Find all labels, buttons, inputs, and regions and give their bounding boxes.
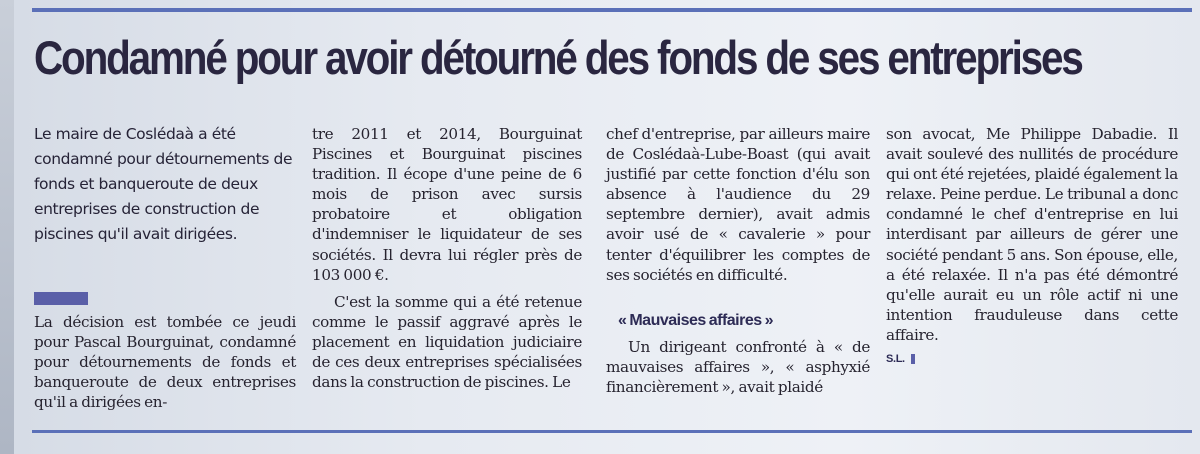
paragraph-2-part-2: chef d'entreprise, par ailleurs maire de Coslédaà-Lube-Boast (qui avait justifié par cette fonction d'élu son absence à l'audience du 29 septembre dernier), avait admis avoir usé de « cavalerie » pour tenter d'équilibrer les comptes de ses sociétés en difficulté.: [606, 125, 870, 284]
article-column-3: [606, 124, 870, 397]
paragraph-1-part-2: tre 2011 et 2014, Bourguinat Piscines et Bourguinat piscines tradition. Il écope d'une peine de 6 mois de prison avec sursis probatoire et obligation d'indemniser le liquidateur de ses sociétés. Il devra lui régler près de 103 000 €.: [312, 125, 582, 284]
signature-text: S.L.: [886, 353, 905, 366]
paragraph-2-part-1: C'est la somme qui a été retenue comme le passif aggravé après le placement en liquidation judiciaire de ces deux entreprises spécialisées dans la construction de piscines. Le: [312, 292, 582, 392]
page-edge: [0, 0, 14, 454]
bottom-rule: [32, 430, 1192, 433]
paragraph-3-part-2: son avocat, Me Philippe Dabadie. Il avait soulevé des nullités de procédure qui ont été rejetées, plaidé également la relaxe. Peine perdue. Le tribunal a donc condamné le chef d'entreprise en lui interdisant par ailleurs de gérer une société pendant 5 ans. Son épouse, elle, a été relaxée. Il n'a pas été démontré qu'elle aurait eu un rôle actif ni une intention frauduleuse dans cette affaire.: [886, 125, 1178, 344]
accent-bar: [34, 292, 88, 305]
headline: Condamné pour avoir détourné des fonds de ses entreprises: [34, 31, 1082, 84]
subheading: « Mauvaises affaires »: [618, 311, 773, 329]
article-column-4: [886, 124, 1178, 369]
paragraph-3-part-1: Un dirigeant confronté à « de mauvaises affaires », « asphyxié financièrement », avait plaidé: [606, 337, 870, 397]
paragraph-1-part-1: La décision est tombée ce jeudi pour Pascal Bourguinat, condamné pour détournements de fonds et banqueroute de deux entreprises qu'il a dirigées en-: [34, 313, 296, 412]
top-rule: [32, 8, 1192, 12]
end-mark: [911, 354, 915, 364]
article-column-1: [34, 312, 296, 412]
author-signature: [886, 349, 1178, 369]
chapo-lead: Le maire de Coslédaà a été condamné pour détournements de fonds et banqueroute de deux entreprises de construction de piscines qu'il avait dirigées.: [34, 125, 293, 243]
article-column-2: [312, 124, 582, 392]
